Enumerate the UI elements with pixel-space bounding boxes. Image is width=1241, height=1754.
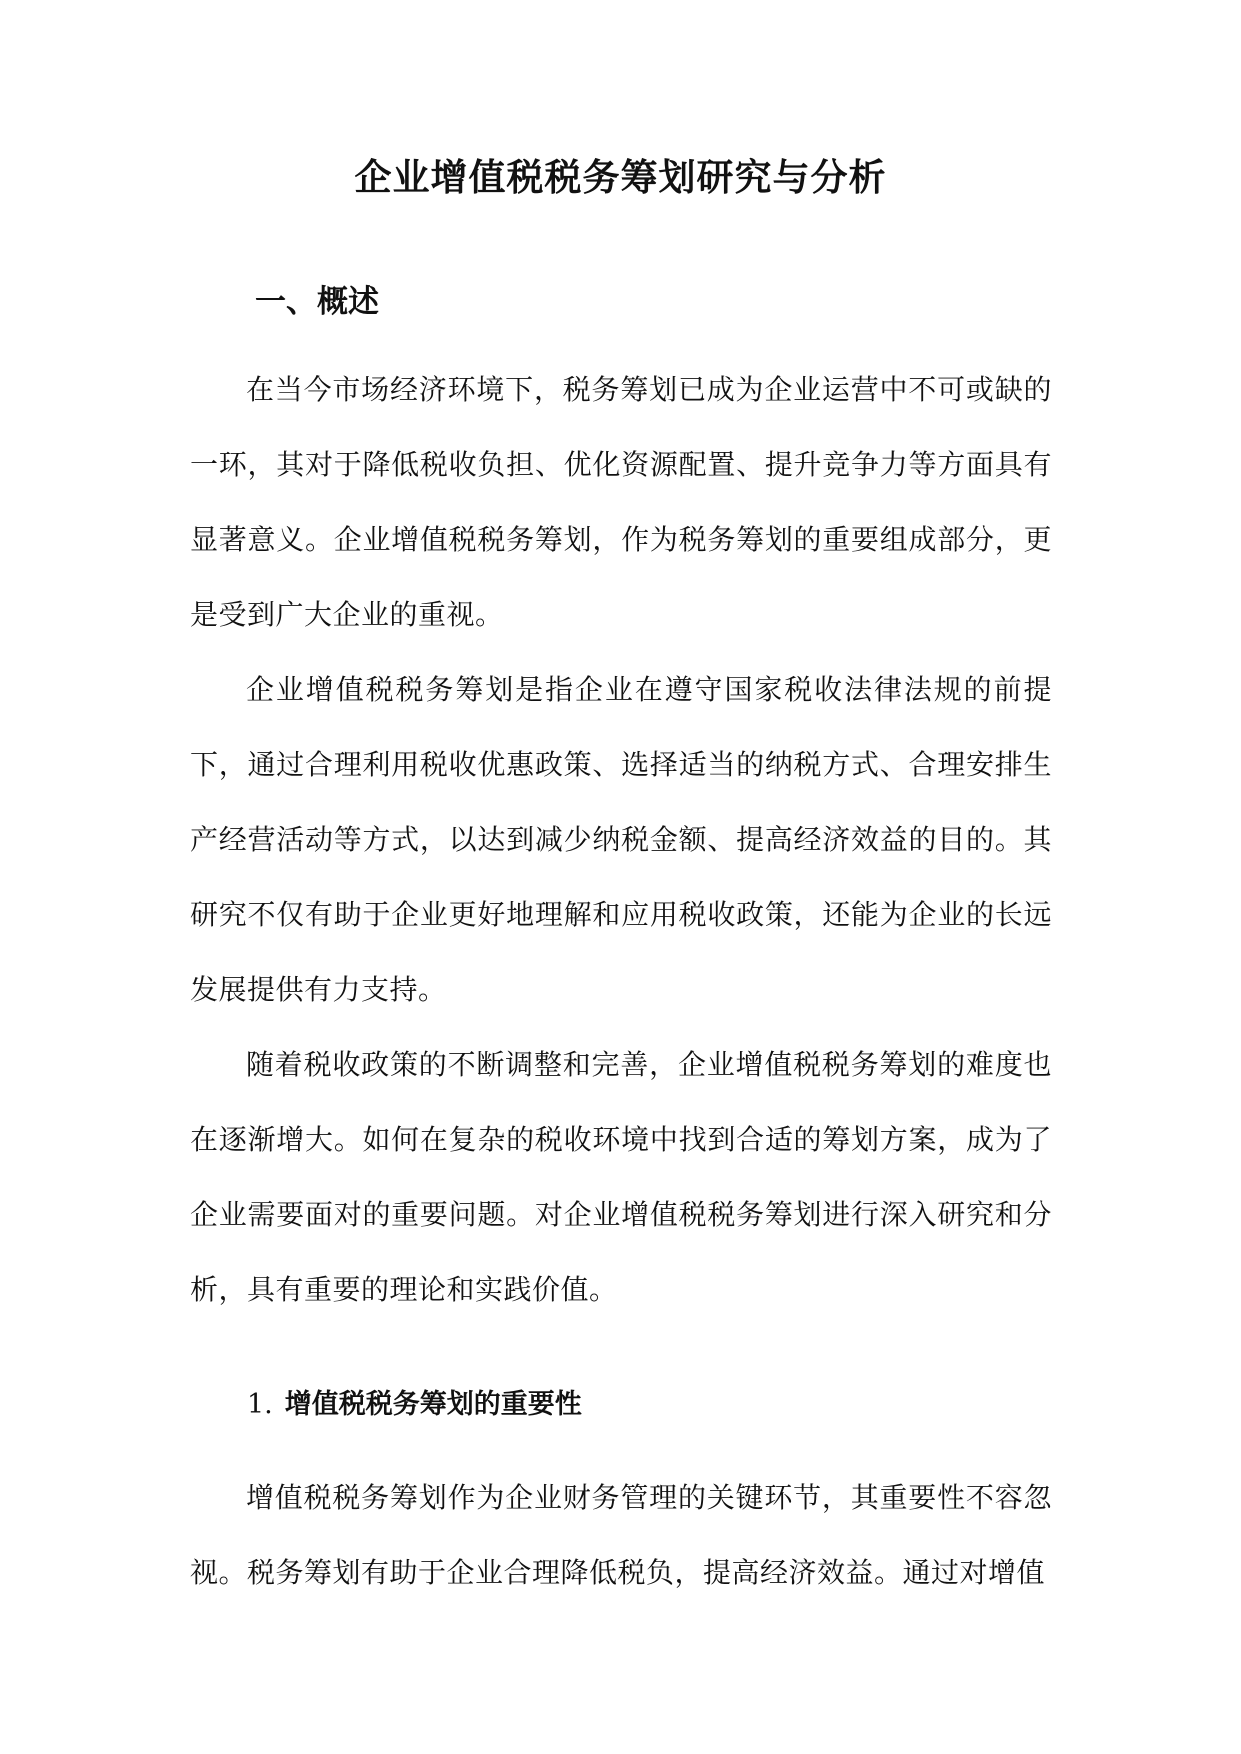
subsection-title: 增值税税务筹划的重要性	[284, 1389, 582, 1420]
paragraph: 随着税收政策的不断调整和完善，企业增值税税务筹划的难度也在逐渐增大。如何在复杂的税收环境中找到合适的筹划方案，成为了企业需要面对的重要问题。对企业增值税税务筹划进行深入研究和分析，具有重要的理论和实践价值。	[190, 1048, 1052, 1306]
section-overview-body	[190, 352, 1052, 1327]
document-title: 企业增值税税务筹划研究与分析	[354, 155, 887, 199]
subsection-importance-body	[190, 1460, 1052, 1610]
paragraph: 企业增值税税务筹划是指企业在遵守国家税收法律法规的前提下，通过合理利用税收优惠政策、选择适当的纳税方式、合理安排生产经营活动等方式，以达到减少纳税金额、提高经济效益的目的。其研究不仅有助于企业更好地理解和应用税收政策，还能为企业的长远发展提供有力支持。	[190, 673, 1052, 1006]
subsection-heading	[247, 1385, 582, 1425]
paragraph: 增值税税务筹划作为企业财务管理的关键环节，其重要性不容忽视。税务筹划有助于企业合理降低税负，提高经济效益。通过对增值	[190, 1481, 1052, 1589]
subsection-number: 1.	[247, 1389, 273, 1420]
paragraph: 在当今市场经济环境下，税务筹划已成为企业运营中不可或缺的一环，其对于降低税收负担、优化资源配置、提升竞争力等方面具有显著意义。企业增值税税务筹划，作为税务筹划的重要组成部分，更是受到广大企业的重视。	[190, 373, 1052, 631]
section-heading-overview: 一、概述	[255, 284, 379, 320]
